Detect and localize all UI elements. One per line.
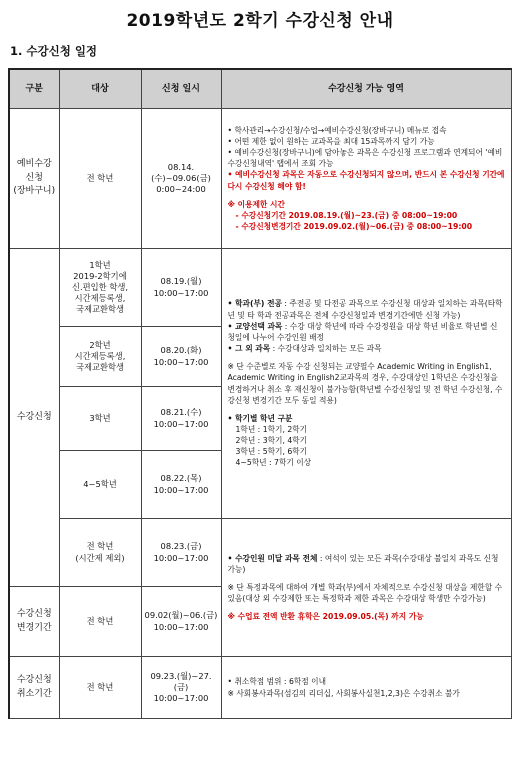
target-cell: 2학년 시간제등록생, 국제교환학생	[59, 327, 141, 387]
note-line: ※ 사회봉사과목(섬김의 리더십, 사회봉사실천1,2,3)은 수강취소 불가	[227, 688, 460, 698]
note-line: • 취소학점 범위 : 6학점 이내	[227, 677, 326, 687]
header-target: 대상	[59, 69, 141, 109]
note-text: : 수강대상과 일치하는 모든 과목	[270, 344, 382, 354]
grade-title: • 학기별 학년 구분	[227, 413, 293, 423]
table-row	[9, 519, 511, 587]
note-label: • 교양선택 과목	[227, 321, 283, 331]
table-row	[9, 109, 511, 249]
time-text: 10:00~17:00	[153, 621, 209, 632]
note-text: : 여석이 있는 모든 과목(수강대상 불일치 과목도 신청 가능)	[227, 553, 499, 574]
date-cell	[141, 249, 221, 327]
note-text: : 주전공 및 다전공 과목으로 수강신청 대상과 일치하는 과목(타학년 및 타 학과 전공과목은 전체 수강신청일과 변경기간에만 신청 가능)	[227, 299, 503, 320]
grade-line: 2학년 : 3학기, 4학기	[235, 436, 308, 446]
target-cell: 4~5학년	[59, 451, 141, 519]
date-text: 08.19.(월)	[160, 276, 202, 287]
date-cell	[141, 657, 221, 719]
category-cell: 수강신청	[9, 249, 59, 587]
header-date: 신청 일시	[141, 69, 221, 109]
date-cell	[141, 519, 221, 587]
note-line: • 학사관리→수강신청/수업→예비수강신청(장바구니) 메뉴로 접속	[227, 125, 447, 135]
grade-line: 1학년 : 1학기, 2학기	[235, 424, 308, 434]
grade-line: 3학년 : 5학기, 6학기	[235, 447, 308, 457]
date-text: 08.22.(목)	[160, 473, 202, 484]
time-text: 0:00~24:00	[156, 184, 206, 195]
notes-cell	[221, 249, 511, 519]
notes-cell	[221, 109, 511, 249]
date-text: 09.23.(월)~27.(금)	[150, 670, 212, 692]
notes-cell	[221, 657, 511, 719]
time-text: 10:00~17:00	[153, 693, 209, 704]
date-cell	[141, 387, 221, 451]
target-cell: 전 학년	[59, 109, 141, 249]
note-line: • 예비수강신청(장바구니)에 담아놓은 과목은 수강신청 프로그램과 연계되어 '예비수강신청내역' 탭에서 조회 가능	[227, 148, 503, 169]
document-title: 2019학년도 2학기 수강신청 안내	[126, 11, 394, 31]
time-text: 10:00~17:00	[153, 356, 209, 367]
time-text: 10:00~17:00	[153, 552, 209, 563]
note-remark: ※ 단 수준별로 자동 수강 신청되는 교양필수 Academic Writing in English1, Academic Writing in English2교과목의 경우, 수강대상인 1학년은 수강신청을 변경하거나 취소 후 재신청이 불가능함(학년별 수강신청일 및 전 학년 수강신청, 수강신청 변경기간 모두 동일 적용)	[227, 362, 503, 405]
note-label: • 그 외 과목	[227, 344, 271, 354]
limit-line: - 수강신청변경기간 2019.09.02.(월)~06.(금) 중 08:00~19:00	[235, 222, 473, 232]
note-label: • 학과(부) 전공	[227, 299, 282, 309]
header-scope: 수강신청 가능 영역	[221, 69, 511, 109]
note-remark: ※ 단 특정과목에 대하여 개별 학과(부)에서 자체적으로 수강신청 대상을 제한할 수 있음(대상 외 수강제한 또는 특정학과 제한 과목은 수강대상 학생만 수강가능)	[227, 582, 503, 604]
date-text: 08.20.(화)	[160, 345, 202, 356]
note-warning: ※ 수업료 전액 반환 휴학은 2019.09.05.(목) 까지 가능	[227, 612, 424, 622]
date-text: 09.02(월)~06.(금)	[144, 610, 218, 621]
date-cell	[141, 451, 221, 519]
table-header-row	[9, 69, 511, 109]
time-text: 10:00~17:00	[153, 287, 209, 298]
category-cell: 수강신청 취소기간	[9, 657, 59, 719]
limit-line: - 수강신청기간 2019.08.19.(월)~23.(금) 중 08:00~19:00	[235, 210, 458, 220]
time-text: 10:00~17:00	[153, 418, 209, 429]
target-cell: 전 학년	[59, 657, 141, 719]
note-label: • 수강인원 미달 과목 전체	[227, 553, 318, 563]
time-text: 10:00~17:00	[153, 484, 209, 495]
target-cell: 1학년 2019-2학기에 신.편입한 학생, 시간제등록생, 국제교환학생	[59, 249, 141, 327]
target-cell: 전 학년 (시간제 제외)	[59, 519, 141, 587]
notes-cell	[221, 519, 511, 657]
limit-title: ※ 이용제한 시간	[227, 199, 285, 209]
note-warning: • 예비수강신청 과목은 자동으로 수강신청되지 않으며, 반드시 본 수강신청 기간에 다시 수강신청 해야 함!	[227, 170, 505, 191]
category-cell: 수강신청 변경기간	[9, 587, 59, 657]
date-cell	[141, 109, 221, 249]
table-row	[9, 657, 511, 719]
table-row	[9, 249, 511, 327]
header-category: 구분	[9, 69, 59, 109]
grade-line: 4~5학년 : 7학기 이상	[235, 458, 312, 468]
section-heading: 1. 수강신청 일정	[10, 44, 98, 58]
date-cell	[141, 587, 221, 657]
note-text: : 수강 대상 학년에 따라 수강정원을 대상 학년 비율로 학년별 신청일에 나누어 수강인원 배정	[227, 321, 498, 342]
date-cell	[141, 327, 221, 387]
target-cell: 전 학년	[59, 587, 141, 657]
date-text: 08.23.(금)	[160, 541, 202, 552]
date-text: 08.14.(수)~09.06(금)	[151, 161, 211, 183]
target-cell: 3학년	[59, 387, 141, 451]
schedule-table	[8, 68, 512, 719]
note-line: • 어떤 제한 없이 원하는 교과목을 최대 15과목까지 담기 가능	[227, 136, 435, 146]
date-text: 08.21.(수)	[160, 407, 202, 418]
category-cell: 예비수강 신청 (장바구니)	[9, 109, 59, 249]
